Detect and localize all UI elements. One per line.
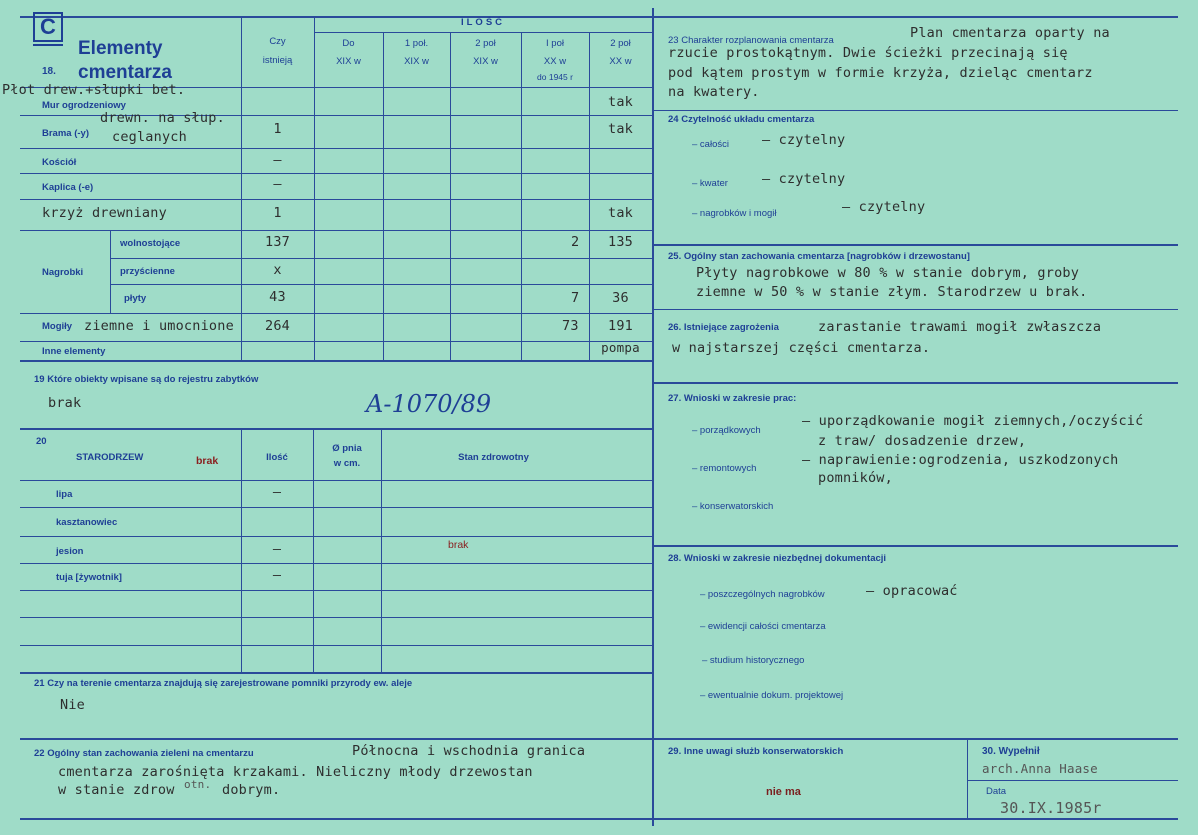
col-1pol-xx-1: I poł — [546, 38, 564, 49]
hline-s20-r4 — [20, 590, 652, 591]
s28-label: 28. Wnioski w zakresie niezbędnej dokumentacji — [668, 553, 887, 564]
hline-kaplica — [20, 199, 652, 200]
s24-calosci-label: – całości — [692, 139, 729, 150]
vline-2pol-xx — [589, 32, 590, 360]
s23-line1: Plan cmentarza oparty na — [910, 25, 1110, 41]
brama-overlay2: ceglanych — [112, 129, 187, 145]
s20-col-pnia-1: Ø pnia — [332, 443, 362, 454]
s24-nagrobkow-value: – czytelny — [842, 199, 926, 215]
s24-nagrobkow-label: – nagrobków i mogił — [692, 208, 777, 219]
row-wolnostojace-label: wolnostojące — [120, 238, 181, 249]
hline-s27-end — [652, 545, 1178, 547]
hline-s24-end — [652, 244, 1178, 246]
s23-line4: na kwatery. — [668, 84, 760, 100]
mogily-1pol-xx: 73 — [562, 318, 579, 334]
hline-s20-r1 — [20, 507, 652, 508]
s24-calosci-value: – czytelny — [762, 132, 846, 148]
vline-2pol-xix — [450, 32, 451, 360]
tree-ilosc: – — [272, 484, 282, 500]
s25-line1: Płyty nagrobkowe w 80 % w stanie dobrym, groby — [696, 265, 1080, 281]
hline-kosciol — [20, 173, 652, 174]
hline-s20-r5 — [20, 617, 652, 618]
s27-remontowych-line1: – naprawienie:ogrodzenia, uszkodzonych — [802, 452, 1119, 468]
s24-kwater-value: – czytelny — [762, 171, 846, 187]
s22-line2: cmentarza zarośnięta krzakami. Nieliczny młody drzewostan — [58, 764, 533, 780]
s23-label: 23 Charakter rozplanowania cmentarza — [668, 35, 834, 46]
col-2pol-xx-2: XX w — [609, 56, 632, 67]
inne-2pol-xx: pompa — [601, 340, 640, 355]
mur-2pol-xx: tak — [608, 94, 633, 110]
s22-line1: Północna i wschodnia granica — [352, 743, 586, 759]
hline-przysc — [110, 284, 652, 285]
hline-s23-end — [652, 110, 1178, 111]
s26-line2: w najstarszej części cmentarza. — [672, 340, 931, 356]
s27-porzadkowych-line2: z traw/ dosadzenie drzew, — [818, 433, 1027, 449]
s20-title: STARODRZEW — [76, 452, 144, 463]
center-divider — [652, 8, 654, 826]
hline-s19-end — [20, 428, 652, 430]
title-line2: cmentarza — [78, 62, 172, 83]
col-2pol-xx-1: 2 poł — [610, 38, 631, 49]
vline-do-xix — [314, 16, 315, 360]
s25-line2: ziemne w 50 % w stanie złym. Starodrzew u brak. — [696, 284, 1088, 300]
s19-handwritten: A-1070/89 — [366, 390, 492, 418]
tree-ilosc: – — [272, 541, 282, 557]
s27-label: 27. Wnioski w zakresie prac: — [668, 393, 797, 404]
hline-brama — [20, 148, 652, 149]
row-przyscienne-label: przyścienne — [120, 266, 175, 277]
row-brama-label: Brama (-y) — [42, 128, 89, 139]
col-ilosc: ILOŚĆ — [460, 17, 506, 28]
hline-s20-r2 — [20, 536, 652, 537]
s20-col-pnia-2: w cm. — [333, 458, 361, 469]
vline-nagrobki — [110, 230, 111, 313]
s30-data-value: 30.IX.1985r — [1000, 799, 1102, 817]
s28-nagrobkow-value: – opracować — [866, 583, 958, 599]
card-letter-box — [33, 12, 63, 42]
plyty-1pol-xx: 7 — [571, 290, 580, 306]
hline-s18-end — [20, 360, 652, 362]
s20-col-ilosc: Ilość — [266, 452, 288, 463]
s29-value: nie ma — [766, 786, 801, 798]
col-do-xix-1: Do — [342, 38, 355, 49]
hline-s21-end — [20, 738, 652, 740]
hline-s28-end — [652, 738, 1178, 740]
vline-1pol-xix — [383, 32, 384, 360]
s21-label: 21 Czy na terenie cmentarza znajdują się zarejestrowane pomniki przyrody ew. aleje — [34, 678, 413, 689]
tree-name: jesion — [56, 546, 84, 557]
hline-s20-r6 — [20, 645, 652, 646]
s22-label: 22 Ogólny stan zachowania zieleni na cmentarzu — [34, 748, 254, 759]
s27-porzadkowych-line1: – uporządkowanie mogił ziemnych,/oczyścić — [802, 413, 1144, 429]
section-18-num: 18. — [42, 66, 56, 77]
hline-s26-end — [652, 382, 1178, 384]
hline-s25-end — [652, 309, 1178, 310]
col-1pol-xix-1: 1 poł. — [404, 38, 429, 49]
s23-line3: pod kątem prostym w formie krzyża, dzieląc cmentarz — [668, 65, 1093, 81]
krzyz-2pol-xx: tak — [608, 205, 633, 221]
s23-line2: rzucie prostokątnym. Dwie ścieżki przecinają się — [668, 45, 1068, 61]
title-line1: Elementy — [78, 38, 163, 59]
s22-line3c: dobrym. — [222, 782, 281, 798]
s20-col-stan: Stan zdrowotny — [458, 452, 529, 463]
mogily-2pol-xx: 191 — [608, 318, 633, 334]
s27-remontowych-label: – remontowych — [692, 463, 757, 474]
s22-line3a: w stanie zdrow — [58, 782, 175, 798]
hline-plyty — [20, 313, 652, 314]
row-plyty-label: płyty — [124, 293, 147, 304]
przyscienne-czy: x — [273, 262, 282, 278]
row-inne-label: Inne elementy — [42, 346, 106, 357]
row-mur-label: Mur ogrodzeniowy — [42, 100, 126, 111]
col-1pol-xx-3: do 1945 r — [537, 72, 573, 82]
hline-wolnost — [110, 258, 652, 259]
tree-name: tuja [żywotnik] — [56, 572, 122, 583]
s29-label: 29. Inne uwagi służb konserwatorskich — [668, 746, 844, 757]
row-kaplica-label: Kaplica (-e) — [42, 182, 94, 193]
col-czy-2: istnieją — [262, 55, 293, 66]
vline-s29-s30 — [967, 738, 968, 820]
hline-mogily — [20, 341, 652, 342]
s27-remontowych-line2: pomników, — [818, 470, 893, 486]
s27-konserwatorskich-label: – konserwatorskich — [692, 501, 774, 512]
s25-label: 25. Ogólny stan zachowania cmentarza [nagrobków i drzewostanu] — [668, 251, 970, 262]
hline-krzyz — [20, 230, 652, 231]
plyty-czy: 43 — [269, 289, 286, 305]
wolnostojace-2pol-xx: 135 — [608, 234, 633, 250]
s28-projektowej-label: – ewentualnie dokum. projektowej — [700, 690, 844, 701]
row-mogily-label: Mogiły — [42, 321, 73, 332]
col-1pol-xix-2: XIX w — [404, 56, 429, 67]
hline-s20-end — [20, 672, 652, 674]
s20-brak: brak — [196, 455, 219, 467]
mur-overlay: Płot drew.+słupki bet. — [2, 82, 186, 98]
vline-s20-stan — [381, 428, 382, 672]
s27-porzadkowych-label: – porządkowych — [692, 425, 761, 436]
s19-label: 19 Które obiekty wpisane są do rejestru zabytków — [34, 374, 259, 385]
row-krzyz-label: krzyż drewniany — [42, 205, 167, 221]
tree-ilosc: – — [272, 567, 282, 583]
s26-label: 26. Istniejące zagrożenia — [668, 322, 779, 333]
tree-name: lipa — [56, 489, 73, 500]
tree-stan: brak — [448, 539, 469, 551]
card-letter: C — [40, 14, 56, 39]
s19-value: brak — [48, 395, 82, 411]
mogily-czy: 264 — [265, 318, 290, 334]
tree-name: kasztanowiec — [56, 517, 118, 528]
krzyz-czy: 1 — [273, 205, 282, 221]
kosciol-czy: – — [273, 152, 282, 168]
s30-data-label: Data — [986, 786, 1007, 797]
card-letter-underline — [33, 44, 63, 46]
hline-s30-data — [967, 780, 1178, 781]
s28-ewidencji-label: – ewidencji całości cmentarza — [700, 621, 826, 632]
s20-num: 20 — [36, 436, 47, 447]
s22-line3b: otn. — [184, 778, 212, 791]
brama-2pol-xx: tak — [608, 121, 633, 137]
hline-s20-head — [20, 480, 652, 481]
s30-label: 30. Wypełnił — [982, 746, 1040, 757]
border-bottom — [20, 818, 1178, 820]
brama-czy: 1 — [273, 121, 282, 137]
wolnostojace-czy: 137 — [265, 234, 290, 250]
s24-kwater-label: – kwater — [692, 178, 728, 189]
wolnostojace-1pol-xx: 2 — [571, 234, 580, 250]
hline-ilosc — [314, 32, 652, 33]
row-kosciol-label: Kościół — [42, 157, 77, 168]
mogily-type: ziemne i umocnione — [84, 318, 234, 334]
s24-label: 24 Czytelność układu cmentarza — [668, 114, 815, 125]
s30-value: arch.Anna Haase — [982, 761, 1098, 776]
row-nagrobki-label: Nagrobki — [42, 267, 84, 278]
col-do-xix-2: XIX w — [336, 56, 361, 67]
s21-value: Nie — [60, 697, 85, 713]
s28-nagrobkow-label: – poszczególnych nagrobków — [700, 589, 825, 600]
plyty-2pol-xx: 36 — [612, 290, 629, 306]
col-2pol-xix-1: 2 poł — [475, 38, 496, 49]
s26-line1: zarastanie trawami mogił zwłaszcza — [818, 319, 1102, 335]
kaplica-czy: — — [273, 176, 282, 192]
s28-studium-label: – studium historycznego — [702, 655, 805, 666]
brama-overlay1: drewn. na słup. — [100, 110, 225, 126]
col-czy-1: Czy — [269, 36, 286, 47]
hline-s20-r3 — [20, 563, 652, 564]
col-1pol-xx-2: XX w — [543, 56, 567, 67]
col-2pol-xix-2: XIX w — [473, 56, 498, 67]
